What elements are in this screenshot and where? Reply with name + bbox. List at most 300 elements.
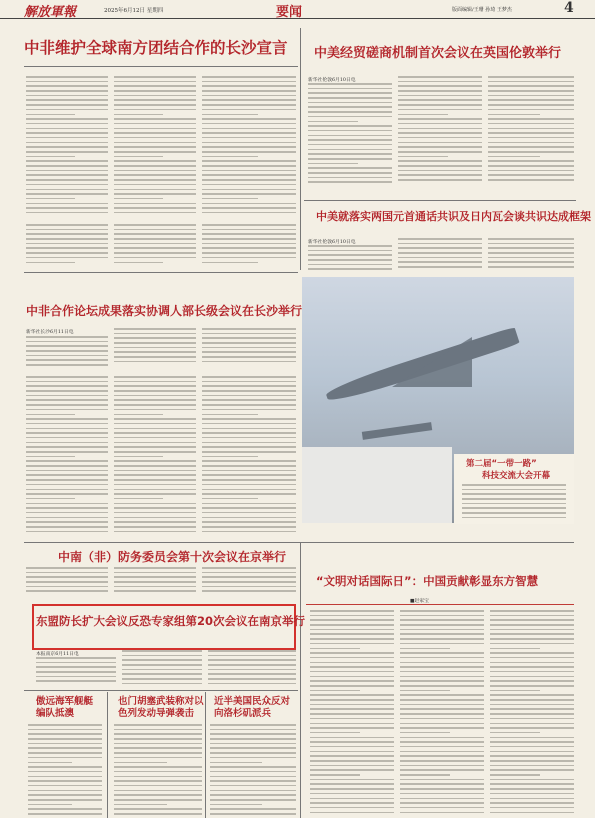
- byline: 新华社长沙6月11日电: [26, 330, 74, 335]
- text-line: [490, 737, 574, 739]
- text-line: [26, 229, 108, 231]
- text-line: [202, 109, 296, 111]
- text-line: [310, 769, 394, 771]
- text-line: [202, 252, 296, 254]
- text-line: [28, 808, 102, 810]
- article-body: [202, 567, 296, 595]
- text-line: [26, 123, 108, 125]
- text-line: [202, 451, 296, 453]
- text-line: [490, 610, 574, 612]
- text-line: [308, 172, 392, 174]
- text-line: [122, 650, 202, 652]
- text-line: [114, 776, 202, 778]
- text-line: [114, 118, 196, 120]
- text-line: [488, 170, 574, 172]
- text-line: [202, 128, 296, 130]
- text-line: [210, 780, 296, 782]
- text-line: [202, 498, 258, 500]
- text-line: [462, 517, 566, 519]
- text-line: [26, 132, 108, 134]
- text-line: [114, 361, 196, 363]
- text-line: [400, 648, 450, 650]
- text-line: [114, 423, 196, 425]
- text-line: [400, 769, 484, 771]
- text-line: [26, 526, 108, 528]
- text-line: [202, 489, 296, 491]
- text-line: [202, 132, 296, 134]
- text-line: [398, 76, 482, 78]
- text-line: [114, 808, 202, 810]
- text-line: [490, 779, 574, 781]
- text-line: [462, 493, 566, 495]
- text-line: [202, 423, 296, 425]
- text-line: [114, 337, 196, 339]
- text-line: [400, 671, 484, 673]
- text-line: [114, 474, 196, 476]
- text-line: [490, 723, 574, 725]
- text-line: [400, 680, 484, 682]
- article-body: [488, 76, 574, 188]
- text-line: [202, 151, 296, 153]
- text-line: [400, 690, 450, 692]
- text-line: [398, 257, 482, 259]
- text-line: [26, 114, 75, 116]
- text-line: [490, 619, 574, 621]
- text-line: [308, 106, 392, 108]
- text-line: [114, 729, 202, 731]
- text-line: [400, 629, 484, 631]
- text-line: [398, 114, 448, 116]
- column-divider: [300, 28, 301, 270]
- text-line: [310, 680, 394, 682]
- text-line: [398, 170, 482, 172]
- text-line: [28, 799, 102, 801]
- text-line: [28, 771, 102, 773]
- text-line: [210, 790, 296, 792]
- text-line: [26, 170, 108, 172]
- text-line: [26, 376, 108, 378]
- text-line: [488, 238, 574, 240]
- text-line: [310, 643, 394, 645]
- text-line: [114, 733, 202, 735]
- divider: [306, 604, 574, 605]
- text-line: [202, 193, 296, 195]
- article-body: [310, 610, 394, 818]
- text-line: [114, 414, 163, 416]
- text-line: [210, 794, 296, 796]
- text-line: [26, 381, 108, 383]
- text-line: [114, 785, 202, 787]
- article-body: [122, 650, 202, 686]
- text-line: [310, 779, 394, 781]
- text-line: [26, 465, 108, 467]
- text-line: [490, 657, 574, 659]
- text-line: [310, 690, 360, 692]
- text-line: [398, 104, 482, 106]
- text-line: [114, 780, 202, 782]
- text-line: [26, 189, 108, 191]
- text-line: [114, 90, 196, 92]
- text-line: [28, 747, 102, 749]
- text-line: [310, 704, 394, 706]
- text-line: [26, 207, 108, 209]
- text-line: [490, 648, 540, 650]
- text-line: [400, 718, 484, 720]
- text-line: [488, 252, 574, 254]
- text-line: [114, 224, 196, 226]
- text-line: [202, 233, 296, 235]
- article-body: [398, 76, 482, 188]
- text-line: [398, 247, 482, 249]
- text-line: [28, 762, 72, 764]
- text-line: [202, 484, 296, 486]
- text-line: [488, 156, 540, 158]
- article-body: [114, 567, 196, 595]
- headline-us-china-trade[interactable]: 中美经贸磋商机制首次会议在英国伦敦举行: [314, 46, 562, 61]
- text-line: [114, 123, 196, 125]
- text-line: [202, 507, 296, 509]
- article-body: [26, 76, 108, 218]
- text-line: [202, 189, 296, 191]
- text-line: [398, 165, 482, 167]
- text-line: [400, 802, 484, 804]
- text-line: [310, 666, 394, 668]
- text-line: [308, 92, 392, 94]
- text-line: [400, 793, 484, 795]
- text-line: [114, 752, 202, 754]
- text-line: [114, 428, 196, 430]
- text-line: [26, 442, 108, 444]
- article-body: [26, 224, 108, 264]
- text-line: [114, 517, 196, 519]
- text-line: [202, 85, 296, 87]
- text-line: [26, 484, 108, 486]
- text-line: [202, 581, 296, 583]
- text-line: [26, 470, 108, 472]
- text-line: [114, 356, 196, 358]
- text-line: [490, 699, 574, 701]
- text-line: [26, 76, 108, 78]
- text-line: [202, 395, 296, 397]
- headline-sa-defence[interactable]: 中南（非）防务委员会第十次会议在京举行: [58, 550, 287, 564]
- text-line: [400, 643, 484, 645]
- text-line: [400, 727, 484, 729]
- text-line: [310, 694, 394, 696]
- text-line: [202, 170, 296, 172]
- column-divider: [107, 692, 108, 818]
- text-line: [114, 586, 196, 588]
- text-line: [208, 650, 296, 652]
- text-line: [398, 266, 482, 268]
- text-line: [114, 498, 163, 500]
- text-line: [208, 669, 296, 671]
- text-line: [202, 437, 296, 439]
- text-line: [114, 590, 196, 592]
- text-line: [202, 531, 296, 533]
- text-line: [310, 638, 394, 640]
- text-line: [202, 470, 296, 472]
- text-line: [488, 90, 574, 92]
- text-line: [26, 104, 108, 106]
- text-line: [28, 729, 102, 731]
- text-line: [490, 746, 574, 748]
- text-line: [398, 109, 482, 111]
- article-body: [26, 376, 108, 538]
- text-line: [114, 451, 196, 453]
- text-line: [26, 395, 108, 397]
- text-line: [488, 151, 574, 153]
- text-line: [122, 678, 202, 680]
- text-line: [114, 531, 196, 533]
- text-line: [202, 142, 296, 144]
- text-line: [114, 794, 202, 796]
- text-line: [398, 142, 482, 144]
- text-line: [202, 99, 296, 101]
- text-line: [490, 690, 540, 692]
- text-line: [308, 181, 392, 183]
- text-line: [462, 498, 566, 500]
- text-line: [310, 751, 394, 753]
- text-line: [208, 659, 296, 661]
- text-line: [310, 619, 394, 621]
- text-line: [202, 460, 296, 462]
- text-line: [114, 479, 196, 481]
- text-line: [202, 114, 258, 116]
- text-line: [26, 404, 108, 406]
- text-line: [310, 737, 394, 739]
- text-line: [400, 619, 484, 621]
- text-line: [202, 207, 296, 209]
- text-line: [490, 666, 574, 668]
- text-line: [114, 567, 196, 569]
- caption-line-2: 科技交流大会开幕: [482, 471, 551, 481]
- text-line: [488, 85, 574, 87]
- byline: 新华社伦敦6月10日电: [308, 240, 356, 245]
- article-body: [28, 724, 102, 818]
- text-line: [114, 395, 196, 397]
- photo-caption-box: [454, 454, 574, 524]
- text-line: [114, 493, 196, 495]
- text-line: [490, 732, 540, 734]
- text-line: [26, 498, 75, 500]
- text-line: [210, 808, 296, 810]
- text-line: [114, 114, 163, 116]
- text-line: [114, 262, 163, 264]
- headline-framework[interactable]: 中美就落实两国元首通话共识及日内瓦会谈共识达成框架: [316, 210, 591, 223]
- text-line: [488, 179, 574, 181]
- text-line: [26, 576, 108, 578]
- text-line: [490, 783, 574, 785]
- text-line: [208, 673, 296, 675]
- article-body: [400, 610, 484, 818]
- text-line: [202, 118, 296, 120]
- text-line: [488, 261, 574, 263]
- text-line: [202, 351, 296, 353]
- text-line: [114, 572, 196, 574]
- text-line: [490, 793, 574, 795]
- text-line: [114, 432, 196, 434]
- text-line: [26, 99, 108, 101]
- text-line: [210, 752, 296, 754]
- text-line: [490, 807, 574, 809]
- text-line: [114, 790, 202, 792]
- text-line: [310, 648, 360, 650]
- text-line: [490, 760, 574, 762]
- text-line: [202, 376, 296, 378]
- text-line: [114, 179, 196, 181]
- text-line: [488, 174, 574, 176]
- text-line: [28, 776, 102, 778]
- text-line: [114, 156, 163, 158]
- text-line: [114, 151, 196, 153]
- text-line: [462, 484, 566, 486]
- text-line: [26, 355, 108, 357]
- article-body: [26, 336, 108, 366]
- text-line: [202, 123, 296, 125]
- text-line: [114, 252, 196, 254]
- text-line: [36, 680, 116, 682]
- text-line: [488, 142, 574, 144]
- text-line: [26, 512, 108, 514]
- text-line: [114, 137, 196, 139]
- text-line: [202, 165, 296, 167]
- text-line: [310, 723, 394, 725]
- text-line: [114, 437, 196, 439]
- headline-changsha-declaration[interactable]: 中非维护全球南方团结合作的长沙宣言: [24, 39, 288, 57]
- text-line: [26, 156, 75, 158]
- text-line: [114, 207, 196, 209]
- text-line: [398, 151, 482, 153]
- text-line: [310, 765, 394, 767]
- text-line: [490, 727, 574, 729]
- text-line: [310, 732, 360, 734]
- text-line: [202, 517, 296, 519]
- text-line: [400, 633, 484, 635]
- headline-admm-plus[interactable]: 东盟防长扩大会议反恐专家组第20次会议在南京举行: [36, 614, 306, 628]
- text-line: [26, 423, 108, 425]
- text-line: [308, 163, 358, 165]
- text-line: [114, 409, 196, 411]
- text-line: [26, 409, 108, 411]
- text-line: [202, 503, 296, 505]
- headline-houthi-missiles[interactable]: 也门胡塞武装称对以色列发动导弹袭击: [118, 696, 204, 719]
- small-model-shape: [362, 422, 432, 440]
- text-line: [202, 493, 296, 495]
- text-line: [310, 713, 394, 715]
- masthead: [0, 0, 595, 19]
- text-line: [400, 666, 484, 668]
- text-line: [488, 76, 574, 78]
- text-line: [308, 121, 358, 123]
- text-line: [462, 489, 566, 491]
- text-line: [210, 733, 296, 735]
- display-stand: [302, 447, 452, 523]
- text-line: [26, 418, 108, 420]
- headline-focac-meeting[interactable]: 中非合作论坛成果落实协调人部长级会议在长沙举行: [26, 304, 303, 318]
- text-line: [114, 512, 196, 514]
- text-line: [26, 390, 108, 392]
- text-line: [490, 774, 540, 776]
- text-line: [202, 257, 296, 259]
- text-line: [490, 615, 574, 617]
- text-line: [308, 264, 392, 266]
- text-line: [400, 746, 484, 748]
- text-line: [202, 576, 296, 578]
- text-line: [26, 81, 108, 83]
- text-line: [310, 746, 394, 748]
- text-line: [310, 708, 394, 710]
- text-line: [310, 793, 394, 795]
- article-body: [308, 83, 392, 188]
- text-line: [398, 156, 448, 158]
- text-line: [310, 755, 394, 757]
- text-line: [398, 137, 482, 139]
- text-line: [114, 460, 196, 462]
- text-line: [488, 132, 574, 134]
- article-body: [202, 224, 296, 264]
- text-line: [202, 81, 296, 83]
- text-line: [114, 507, 196, 509]
- text-line: [488, 118, 574, 120]
- text-line: [202, 456, 258, 458]
- text-line: [26, 493, 108, 495]
- headline-navy-australia[interactable]: 傲远海军舰艇编队抵澳: [36, 696, 94, 719]
- text-line: [26, 151, 108, 153]
- text-line: [308, 144, 392, 146]
- text-line: [310, 662, 394, 664]
- text-line: [114, 404, 196, 406]
- column-divider: [300, 542, 301, 818]
- text-line: [202, 381, 296, 383]
- text-line: [26, 252, 108, 254]
- text-line: [114, 146, 196, 148]
- text-line: [114, 581, 196, 583]
- headline-us-poll[interactable]: 近半美国民众反对向洛杉矶派兵: [214, 696, 291, 719]
- text-line: [114, 766, 202, 768]
- text-line: [400, 708, 484, 710]
- text-line: [308, 167, 392, 169]
- text-line: [308, 130, 392, 132]
- text-line: [122, 683, 202, 685]
- headline-civilization-dialogue[interactable]: “文明对话国际日”：中国贡献彰显东方智慧: [316, 574, 539, 588]
- text-line: [490, 741, 574, 743]
- text-line: [462, 512, 566, 514]
- text-line: [308, 158, 392, 160]
- issue-date: 2025年6月12日 星期四: [104, 8, 164, 14]
- text-line: [202, 262, 258, 264]
- text-line: [462, 503, 566, 505]
- text-line: [202, 347, 296, 349]
- article-body: [26, 567, 108, 595]
- text-line: [202, 390, 296, 392]
- text-line: [36, 671, 116, 673]
- text-line: [310, 633, 394, 635]
- text-line: [202, 479, 296, 481]
- text-line: [114, 762, 167, 764]
- text-line: [202, 247, 296, 249]
- text-line: [398, 132, 482, 134]
- text-line: [488, 114, 540, 116]
- text-line: [114, 347, 196, 349]
- text-line: [26, 590, 108, 592]
- text-line: [26, 142, 108, 144]
- text-line: [26, 428, 108, 430]
- text-line: [308, 83, 392, 85]
- text-line: [210, 724, 296, 726]
- text-line: [26, 128, 108, 130]
- text-line: [400, 694, 484, 696]
- text-line: [114, 189, 196, 191]
